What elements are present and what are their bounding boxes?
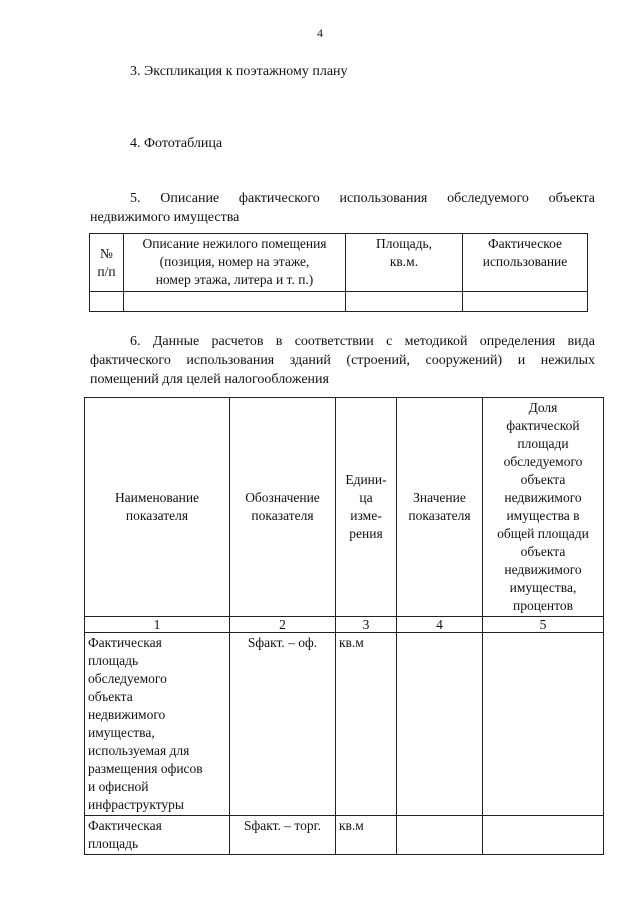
indicator-symbol-cell: Sфакт. – оф.: [230, 633, 336, 816]
header-num-line: п/п: [97, 263, 116, 279]
header-num: [90, 234, 124, 292]
indicator-name-line: имущества,: [88, 725, 155, 740]
indicator-name-line: размещения офисов: [88, 761, 203, 776]
section-5-line-2: недвижимого имущества: [90, 210, 240, 225]
section-5-line-1: 5. Описание фактического использования обследуемого объекта: [130, 191, 595, 206]
header-actual-use-line: Фактическое: [487, 236, 563, 251]
header-actual-use-line: использование: [482, 254, 568, 269]
header-line: процентов: [512, 598, 573, 613]
indicator-name-cell: [85, 633, 230, 816]
header-line: общей площади: [497, 526, 589, 541]
indicator-name-line: объекта: [88, 689, 133, 704]
header-area-line: Площадь,: [375, 236, 433, 251]
unit-cell: кв.м: [336, 633, 397, 816]
indicator-name-line: инфраструктуры: [88, 797, 184, 812]
section-5-heading: [90, 189, 595, 227]
header-line: Наименование: [114, 490, 200, 505]
usage-description-table: [89, 233, 588, 312]
header-description-line: Описание нежилого помещения: [142, 236, 327, 251]
header-area-line: кв.м.: [389, 254, 419, 269]
indicator-name-line: и офисной: [88, 779, 149, 794]
table-cell: [90, 292, 124, 312]
header-line: фактической: [506, 418, 580, 433]
header-line: показателя: [408, 508, 471, 523]
indicator-symbol-cell: Sфакт. – торг.: [230, 816, 336, 855]
header-description: [124, 234, 346, 292]
header-line: площади: [517, 436, 569, 451]
calculation-data-table: [84, 397, 604, 855]
table-row: [90, 292, 588, 312]
indicator-name-line: обследуемого: [88, 671, 167, 686]
indicator-name-line: площадь: [88, 836, 139, 851]
header-indicator-value: [397, 398, 483, 617]
section-6-line-2: фактического использования зданий (строений, сооружений) и нежилых: [90, 353, 595, 368]
value-cell: [397, 816, 483, 855]
header-line: обследуемого: [503, 454, 583, 469]
table-row: [85, 816, 604, 855]
header-line: Обозначение: [245, 490, 320, 505]
header-line: недвижимого: [504, 562, 582, 577]
page-number: 4: [317, 26, 323, 40]
column-number-row: [85, 617, 604, 633]
header-line: недвижимого: [504, 490, 582, 505]
header-indicator-symbol: [230, 398, 336, 617]
header-line: ца: [359, 490, 373, 505]
header-line: имущества в: [506, 508, 580, 523]
indicator-name-line: недвижимого: [88, 707, 166, 722]
header-description-line: (позиция, номер на этаже,: [159, 254, 310, 269]
share-cell: [483, 633, 604, 816]
header-line: рения: [349, 526, 383, 541]
header-line: имущества,: [509, 580, 577, 595]
table-cell: [463, 292, 588, 312]
header-actual-use: [463, 234, 588, 292]
section-6-heading: [90, 332, 595, 389]
section-4-heading: 4. Фототаблица: [130, 136, 223, 151]
header-indicator-name: [85, 398, 230, 617]
header-area: [346, 234, 463, 292]
column-number: 2: [230, 617, 336, 633]
column-number: 1: [85, 617, 230, 633]
indicator-name-line: площадь: [88, 653, 139, 668]
indicator-name-line: Фактическая: [88, 818, 162, 833]
header-num-line: №: [100, 245, 113, 261]
header-line: объекта: [520, 544, 566, 559]
table-cell: [124, 292, 346, 312]
header-unit: [336, 398, 397, 617]
header-line: показателя: [125, 508, 189, 523]
column-number: 4: [397, 617, 483, 633]
indicator-name-cell: [85, 816, 230, 855]
value-cell: [397, 633, 483, 816]
section-6-line-3: помещений для целей налогообложения: [90, 372, 329, 387]
header-line: Едини-: [345, 472, 387, 487]
unit-cell: кв.м: [336, 816, 397, 855]
table-row: [85, 633, 604, 816]
section-3-heading: 3. Экспликация к поэтажному плану: [130, 64, 348, 79]
header-line: Значение: [413, 490, 466, 505]
indicator-name-line: используемая для: [88, 743, 190, 758]
header-line: изме-: [350, 508, 382, 523]
section-6-line-1: 6. Данные расчетов в соответствии с методикой определения вида: [130, 334, 595, 349]
header-line: Доля: [528, 400, 558, 415]
indicator-name-line: Фактическая: [88, 635, 162, 650]
column-number: 3: [336, 617, 397, 633]
header-line: объекта: [520, 472, 566, 487]
table-header-row: [90, 234, 588, 292]
header-line: показателя: [251, 508, 314, 523]
table-header-row: [85, 398, 604, 617]
table-cell: [346, 292, 463, 312]
header-description-line: номер этажа, литера и т. п.): [155, 272, 314, 287]
header-share-percent: [483, 398, 604, 617]
column-number: 5: [483, 617, 604, 633]
share-cell: [483, 816, 604, 855]
